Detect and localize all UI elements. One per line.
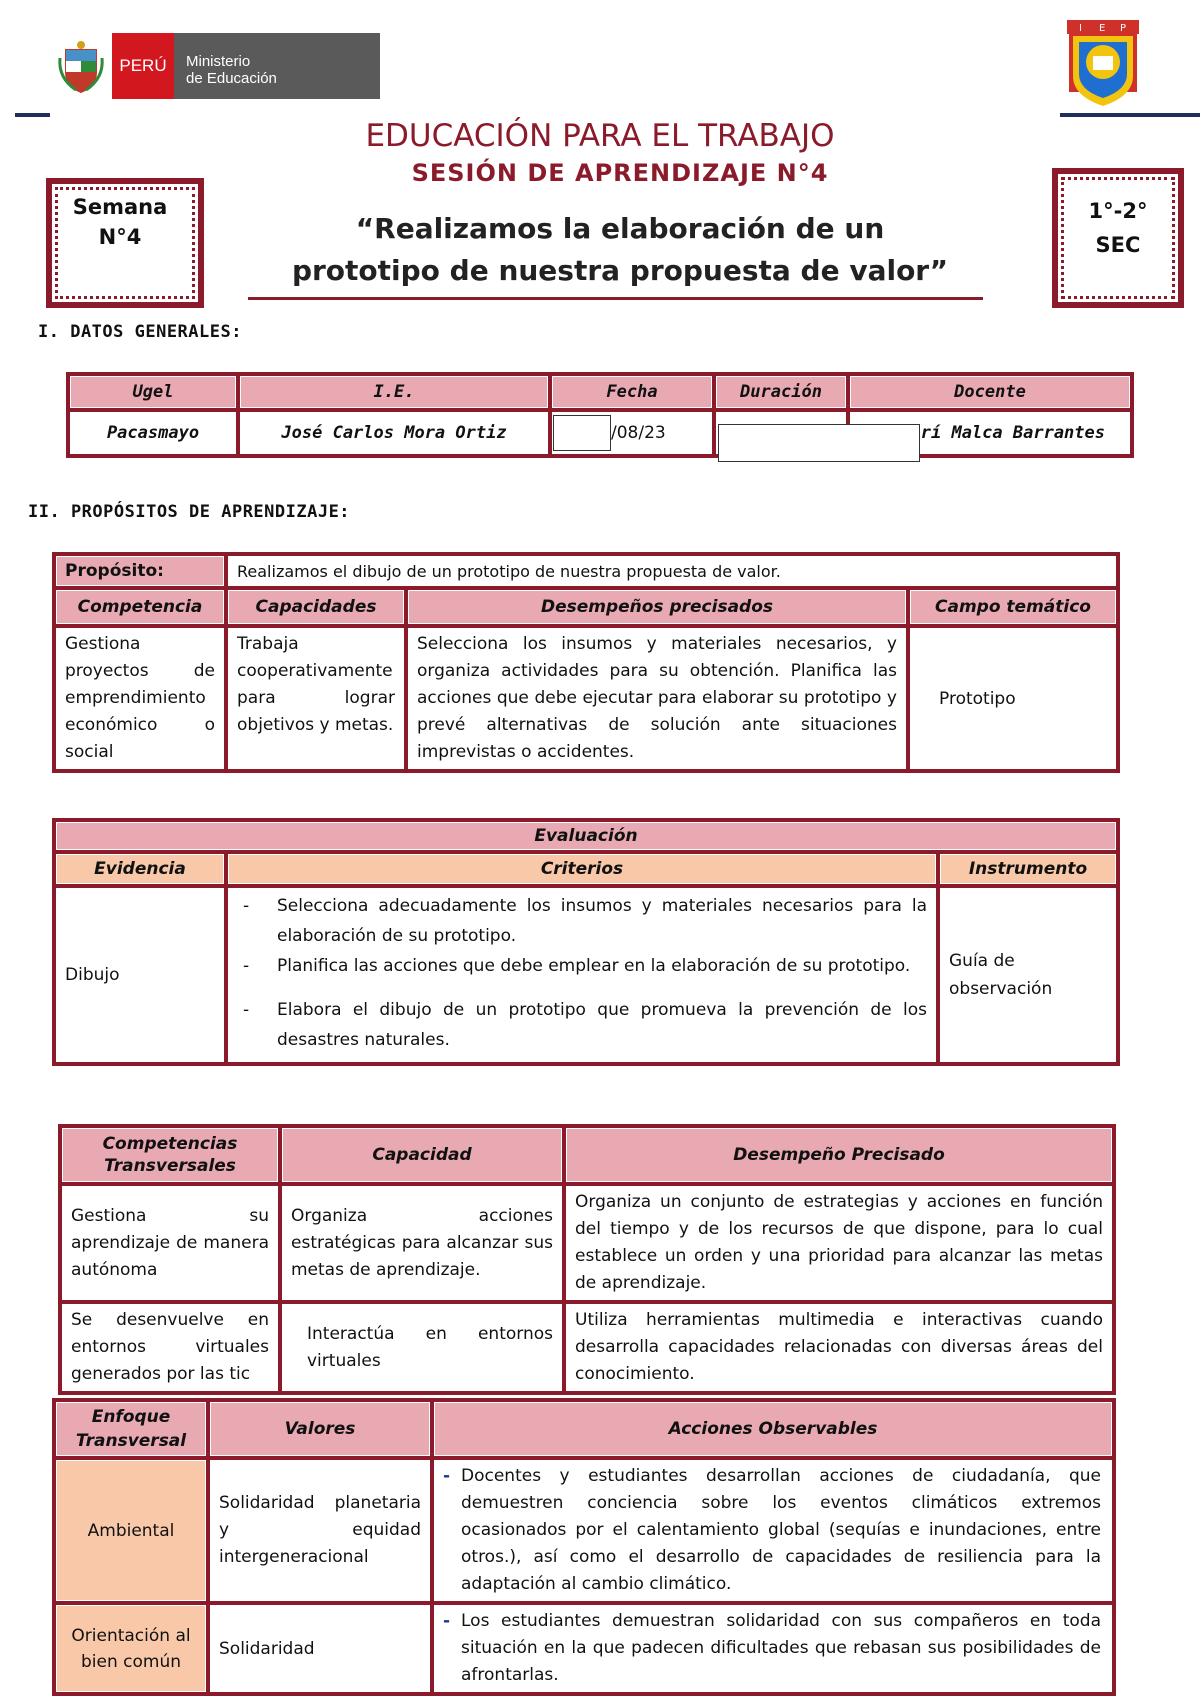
fecha-value: /08/23: [611, 423, 666, 443]
docente-value: rí Malca Barrantes: [850, 412, 1130, 454]
header-fecha: Fecha: [552, 376, 712, 408]
header-enfoque-transversal: Enfoque Transversal: [56, 1402, 206, 1456]
header-desempenos: Desempeños precisados: [408, 590, 906, 624]
title-underline: [248, 297, 983, 300]
fecha-redaction: [553, 415, 611, 451]
header-instrumento: Instrumento: [940, 854, 1116, 884]
header-acciones-observables: Acciones Observables: [434, 1402, 1112, 1456]
transversal-capacidad: Interactúa en entornos virtuales: [282, 1304, 562, 1391]
transversal-desempeno: Utiliza herramientas multimedia e interactivas cuando desarrolla capacidades relacionadas con diversas áreas del conocimiento.: [566, 1304, 1112, 1391]
header-docente: Docente: [850, 376, 1130, 408]
criterio-item: - Planifica las acciones que debe emplear en la elaboración de su prototipo.: [277, 951, 927, 981]
header-valores: Valores: [210, 1402, 430, 1456]
criterio-item: - Elabora el dibujo de un prototipo que promueva la prevención de los desastres naturales.: [277, 995, 927, 1055]
desempenos-value: Selecciona los insumos y materiales necesarios, y organiza actividades para su obtención. Planifica las acciones que debe ejecutar para elaborar su prototipo y prevé alternativas de solución ante situaciones imprevistas o accidentes.: [408, 628, 906, 769]
enfoque-name: Ambiental: [56, 1460, 206, 1601]
capacidades-value: Trabaja cooperativamente para lograr objetivos y metas.: [228, 628, 404, 769]
evaluacion-table: [52, 818, 1120, 1066]
criterios-list: [237, 891, 927, 1055]
header-criterios: Criterios: [228, 854, 936, 884]
header-desempeno-precisado: Desempeño Precisado: [566, 1128, 1112, 1182]
header-ugel: Ugel: [70, 376, 236, 408]
week-label: Semana: [72, 195, 168, 219]
week-badge: [46, 178, 204, 308]
transversal-competencia: Se desenvuelve en entornos virtuales generados por las tic: [62, 1304, 278, 1391]
section-datos-generales: I. DATOS GENERALES:: [38, 322, 242, 342]
iep-letter-i: I: [1079, 23, 1082, 34]
propositos-table: [52, 552, 1120, 773]
evidencia-value: Dibujo: [56, 888, 224, 1062]
evaluacion-title: Evaluación: [56, 822, 1116, 850]
peru-coat-of-arms-icon: [50, 33, 112, 99]
grade-label: 1°-2°: [1088, 199, 1148, 223]
proposito-text: Realizamos el dibujo de un prototipo de nuestra propuesta de valor.: [228, 556, 1116, 586]
ie-value: José Carlos Mora Ortiz: [240, 412, 548, 454]
ministerio-label: [174, 33, 380, 99]
header-evidencia: Evidencia: [56, 854, 224, 884]
iep-school-logo: [1065, 18, 1141, 110]
proposito-label: Propósito:: [56, 556, 224, 586]
section-propositos: II. PROPÓSITOS DE APRENDIZAJE:: [28, 502, 351, 522]
session-title: SESIÓN DE APRENDIZAJE N°4: [411, 159, 829, 187]
ugel-value: Pacasmayo: [70, 412, 236, 454]
header-competencia: Competencia: [56, 590, 224, 624]
header-ie: I.E.: [240, 376, 548, 408]
competencia-value: Gestiona proyectos de emprendimiento económico o social: [56, 628, 224, 769]
enfoque-accion-cell: [434, 1460, 1112, 1601]
header-capacidades: Capacidades: [228, 590, 404, 624]
header-duracion: Duración: [716, 376, 846, 408]
grade-badge: [1052, 168, 1184, 308]
enfoque-accion: - Los estudiantes demuestran solidaridad con sus compañeros en toda situación en la que padecen dificultades que rebasan sus posibilidades de afrontarlas.: [461, 1608, 1101, 1689]
criterio-item: - Selecciona adecuadamente los insumos y materiales necesarios para la elaboración de su prototipo.: [277, 891, 927, 951]
enfoque-name: Orientación al bien común: [56, 1605, 206, 1692]
enfoques-table: [52, 1398, 1116, 1696]
iep-letter-e: E: [1099, 23, 1106, 34]
enfoque-accion-cell: [434, 1605, 1112, 1692]
fecha-cell: [552, 412, 712, 454]
header-capacidad: Capacidad: [282, 1128, 562, 1182]
ministerio-line1: Ministerio: [186, 53, 251, 70]
transversal-capacidad: Organiza acciones estratégicas para alcanzar sus metas de aprendizaje.: [282, 1186, 562, 1300]
header-campo-tematico: Campo temático: [910, 590, 1116, 624]
transversal-competencia: Gestiona su aprendizaje de manera autónoma: [62, 1186, 278, 1300]
docente-redaction: [718, 424, 920, 462]
datos-generales-table: [66, 372, 1134, 458]
session-name-line1: “Realizamos la elaboración de un: [355, 212, 885, 245]
enfoque-valor: Solidaridad planetaria y equidad intergeneracional: [210, 1460, 430, 1601]
week-number: N°4: [98, 225, 142, 249]
session-name: [230, 208, 1010, 292]
transversales-table: [58, 1124, 1116, 1395]
transversal-desempeno: Organiza un conjunto de estrategias y acciones en función del tiempo y de los recursos de que dispone, para lo cual establece un orden y una prioridad para alcanzar las metas de aprendizaje.: [566, 1186, 1112, 1300]
session-name-line2: prototipo de nuestra propuesta de valor”: [291, 254, 949, 287]
header-competencias-transversales: Competencias Transversales: [62, 1128, 278, 1182]
iep-letter-p: P: [1120, 23, 1127, 34]
ministerio-line2: de Educación: [186, 70, 277, 87]
enfoque-accion: - Docentes y estudiantes desarrollan acciones de ciudadanía, que demuestren conciencia sobre los eventos climáticos extremos ocasionados por el calentamiento global (sequías e inundaciones, entre otros.), así como el desarrollo de capacidades de resiliencia para la adaptación al cambio climático.: [461, 1463, 1101, 1598]
peru-label: PERÚ: [112, 33, 174, 99]
minedu-logo: [50, 33, 380, 99]
area-title: EDUCACIÓN PARA EL TRABAJO: [365, 118, 835, 154]
enfoque-valor: Solidaridad: [210, 1605, 430, 1692]
instrumento-value: Guía de observación: [940, 888, 1116, 1062]
criterios-cell: [228, 888, 936, 1062]
campo-value: Prototipo: [910, 628, 1116, 769]
enfoque-accion-list: [439, 1463, 1101, 1598]
enfoque-accion-list: [439, 1608, 1101, 1689]
grade-level: SEC: [1095, 233, 1141, 257]
